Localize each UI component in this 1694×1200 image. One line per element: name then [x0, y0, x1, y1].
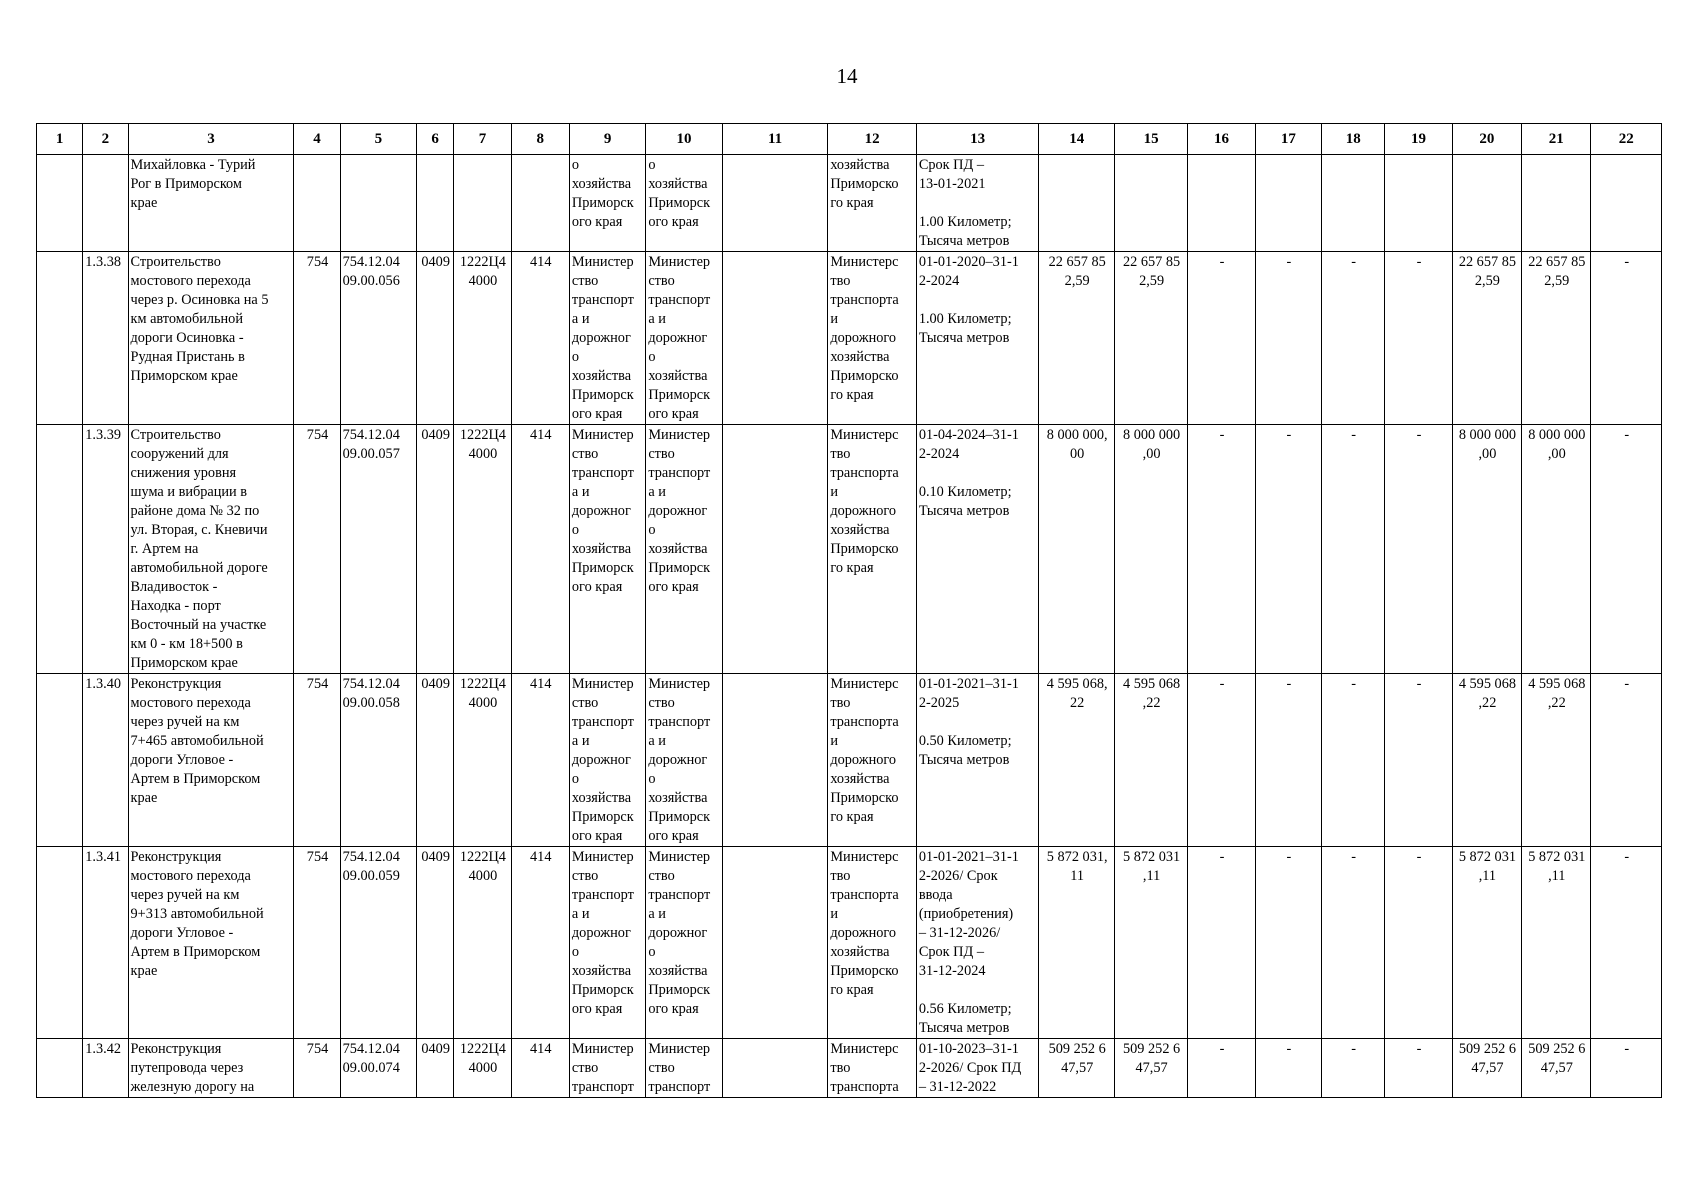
- table-cell: -: [1322, 674, 1385, 847]
- table-cell: 1222Ц4 4000: [454, 847, 511, 1039]
- col-header-11: 11: [722, 124, 828, 155]
- table-cell: Министерс тво транспорта: [828, 1039, 916, 1098]
- table-cell: Реконструкция путепровода через железную дорогу на: [128, 1039, 294, 1098]
- table-cell: -: [1591, 674, 1662, 847]
- table-cell: 4 595 068, 22: [1039, 674, 1114, 847]
- table-cell: 509 252 6 47,57: [1452, 1039, 1521, 1098]
- table-cell: о хозяйства Приморск ого края: [569, 155, 645, 252]
- table-cell: [37, 155, 83, 252]
- table-cell: [1452, 155, 1521, 252]
- table-cell: 414: [511, 1039, 569, 1098]
- table-cell: [1188, 155, 1255, 252]
- table-cell: -: [1188, 425, 1255, 674]
- table-cell: 01-01-2020–31-1 2-2024 1.00 Километр; Тысяча метров: [916, 252, 1039, 425]
- header-row: [37, 124, 1662, 155]
- table-cell: Министерс тво транспорта и дорожного хозяйства Приморско го края: [828, 252, 916, 425]
- table-cell: Михайловка - Турий Рог в Приморском крае: [128, 155, 294, 252]
- table-cell: 0409: [417, 847, 454, 1039]
- table-cell: [37, 425, 83, 674]
- col-header-14: 14: [1039, 124, 1114, 155]
- table-cell: Строительство мостового перехода через р. Осиновка на 5 км автомобильной дороги Осиновка - Рудная Пристань в Приморском крае: [128, 252, 294, 425]
- table-row: [37, 674, 1662, 847]
- table-cell: [37, 674, 83, 847]
- table-cell: 01-10-2023–31-1 2-2026/ Срок ПД – 31-12-2022: [916, 1039, 1039, 1098]
- table-cell: 5 872 031 ,11: [1452, 847, 1521, 1039]
- table-cell: 1222Ц4 4000: [454, 252, 511, 425]
- table-cell: [1385, 155, 1452, 252]
- table-cell: 0409: [417, 425, 454, 674]
- table-cell: 754.12.04 09.00.058: [340, 674, 416, 847]
- col-header-9: 9: [569, 124, 645, 155]
- table-cell: Реконструкция мостового перехода через ручей на км 9+313 автомобильной дороги Угловое - Артем в Приморском крае: [128, 847, 294, 1039]
- table-cell: Министерс тво транспорта и дорожного хозяйства Приморско го края: [828, 847, 916, 1039]
- table-cell: 01-01-2021–31-1 2-2025 0.50 Километр; Тысяча метров: [916, 674, 1039, 847]
- col-header-7: 7: [454, 124, 511, 155]
- table-cell: Министерс тво транспорта и дорожного хозяйства Приморско го края: [828, 425, 916, 674]
- table-cell: 509 252 6 47,57: [1114, 1039, 1187, 1098]
- table-cell: 754: [294, 674, 340, 847]
- table-cell: 1.3.38: [83, 252, 128, 425]
- col-header-2: 2: [83, 124, 128, 155]
- table-cell: -: [1385, 425, 1452, 674]
- table-cell: -: [1591, 847, 1662, 1039]
- table-cell: Министер ство транспорт а и дорожног о хозяйства Приморск ого края: [569, 252, 645, 425]
- table-cell: [722, 155, 828, 252]
- table-cell: 5 872 031 ,11: [1522, 847, 1591, 1039]
- col-header-6: 6: [417, 124, 454, 155]
- table-row: [37, 155, 1662, 252]
- col-header-3: 3: [128, 124, 294, 155]
- col-header-4: 4: [294, 124, 340, 155]
- table-row: [37, 252, 1662, 425]
- table-cell: 22 657 85 2,59: [1522, 252, 1591, 425]
- table-cell: 414: [511, 674, 569, 847]
- table-cell: 1222Ц4 4000: [454, 425, 511, 674]
- table-cell: [83, 155, 128, 252]
- table-cell: [294, 155, 340, 252]
- table-cell: [722, 674, 828, 847]
- col-header-19: 19: [1385, 124, 1452, 155]
- table-cell: 754: [294, 425, 340, 674]
- table-cell: -: [1255, 252, 1321, 425]
- table-cell: Министер ство транспорт а и дорожног о хозяйства Приморск ого края: [569, 847, 645, 1039]
- table-cell: 1.3.39: [83, 425, 128, 674]
- table-cell: 0409: [417, 1039, 454, 1098]
- table-cell: -: [1591, 252, 1662, 425]
- table-cell: -: [1385, 674, 1452, 847]
- table-cell: [1322, 155, 1385, 252]
- table-cell: -: [1188, 847, 1255, 1039]
- table-cell: 8 000 000 ,00: [1114, 425, 1187, 674]
- table-cell: 754: [294, 847, 340, 1039]
- table-cell: 01-01-2021–31-1 2-2026/ Срок ввода (приобретения) – 31-12-2026/ Срок ПД – 31-12-2024 0.56 Километр; Тысяча метров: [916, 847, 1039, 1039]
- table-cell: [1255, 155, 1321, 252]
- col-header-5: 5: [340, 124, 416, 155]
- table-cell: 1.3.41: [83, 847, 128, 1039]
- table-cell: Министер ство транспорт: [569, 1039, 645, 1098]
- table-row: [37, 425, 1662, 674]
- table-cell: 8 000 000 ,00: [1522, 425, 1591, 674]
- table-cell: 414: [511, 252, 569, 425]
- table-cell: 414: [511, 425, 569, 674]
- table-cell: -: [1188, 252, 1255, 425]
- table-cell: [37, 252, 83, 425]
- table-cell: Строительство сооружений для снижения уровня шума и вибрации в районе дома № 32 по ул. Вторая, с. Кневичи г. Артем на автомобильной дороге Владивосток - Находка - порт Восточный на участке км 0 - км 18+500 в Приморском крае: [128, 425, 294, 674]
- table-cell: [722, 425, 828, 674]
- table-cell: Срок ПД – 13-01-2021 1.00 Километр; Тысяча метров: [916, 155, 1039, 252]
- table-cell: 1222Ц4 4000: [454, 1039, 511, 1098]
- table-cell: 1222Ц4 4000: [454, 674, 511, 847]
- col-header-22: 22: [1591, 124, 1662, 155]
- table-cell: 8 000 000 ,00: [1452, 425, 1521, 674]
- table-cell: 754.12.04 09.00.056: [340, 252, 416, 425]
- table-cell: [511, 155, 569, 252]
- table-cell: [454, 155, 511, 252]
- table-cell: 754: [294, 252, 340, 425]
- table-cell: 5 872 031, 11: [1039, 847, 1114, 1039]
- table-cell: -: [1188, 674, 1255, 847]
- table-cell: [1114, 155, 1187, 252]
- table-cell: Министерс тво транспорта и дорожного хозяйства Приморско го края: [828, 674, 916, 847]
- table-cell: 22 657 85 2,59: [1452, 252, 1521, 425]
- table-cell: Министер ство транспорт а и дорожног о хозяйства Приморск ого края: [569, 674, 645, 847]
- table-cell: 754.12.04 09.00.059: [340, 847, 416, 1039]
- col-header-8: 8: [511, 124, 569, 155]
- table-cell: 01-04-2024–31-1 2-2024 0.10 Километр; Тысяча метров: [916, 425, 1039, 674]
- table-cell: о хозяйства Приморск ого края: [646, 155, 722, 252]
- table-cell: [37, 1039, 83, 1098]
- table-cell: [1591, 155, 1662, 252]
- table-cell: Министер ство транспорт а и дорожног о хозяйства Приморск ого края: [646, 847, 722, 1039]
- table-cell: 1.3.40: [83, 674, 128, 847]
- table-cell: 4 595 068 ,22: [1114, 674, 1187, 847]
- table-cell: Министер ство транспорт: [646, 1039, 722, 1098]
- table-cell: 1.3.42: [83, 1039, 128, 1098]
- table-cell: Реконструкция мостового перехода через ручей на км 7+465 автомобильной дороги Угловое - Артем в Приморском крае: [128, 674, 294, 847]
- col-header-12: 12: [828, 124, 916, 155]
- col-header-15: 15: [1114, 124, 1187, 155]
- page-number: 14: [836, 64, 858, 88]
- table-cell: 754: [294, 1039, 340, 1098]
- table-cell: 8 000 000, 00: [1039, 425, 1114, 674]
- table-cell: [340, 155, 416, 252]
- col-header-17: 17: [1255, 124, 1321, 155]
- table-cell: -: [1255, 674, 1321, 847]
- col-header-18: 18: [1322, 124, 1385, 155]
- col-header-10: 10: [646, 124, 722, 155]
- table-cell: -: [1322, 425, 1385, 674]
- table-cell: 22 657 85 2,59: [1039, 252, 1114, 425]
- table-cell: Министер ство транспорт а и дорожног о хозяйства Приморск ого края: [646, 252, 722, 425]
- table-cell: -: [1255, 425, 1321, 674]
- table-cell: [722, 1039, 828, 1098]
- table-cell: 414: [511, 847, 569, 1039]
- table-cell: Министер ство транспорт а и дорожног о хозяйства Приморск ого края: [646, 425, 722, 674]
- table-cell: Министер ство транспорт а и дорожног о хозяйства Приморск ого края: [646, 674, 722, 847]
- col-header-13: 13: [916, 124, 1039, 155]
- table-cell: -: [1591, 425, 1662, 674]
- table-cell: 4 595 068 ,22: [1452, 674, 1521, 847]
- table-cell: 754.12.04 09.00.057: [340, 425, 416, 674]
- table-cell: 4 595 068 ,22: [1522, 674, 1591, 847]
- table-cell: [417, 155, 454, 252]
- table-cell: 509 252 6 47,57: [1522, 1039, 1591, 1098]
- table-cell: [722, 252, 828, 425]
- col-header-21: 21: [1522, 124, 1591, 155]
- table-cell: 754.12.04 09.00.074: [340, 1039, 416, 1098]
- table-cell: -: [1385, 847, 1452, 1039]
- table-cell: 509 252 6 47,57: [1039, 1039, 1114, 1098]
- table-cell: -: [1385, 252, 1452, 425]
- table-cell: [1522, 155, 1591, 252]
- table-cell: 5 872 031 ,11: [1114, 847, 1187, 1039]
- table-cell: [37, 847, 83, 1039]
- table-cell: -: [1255, 847, 1321, 1039]
- table-cell: 22 657 85 2,59: [1114, 252, 1187, 425]
- table-cell: 0409: [417, 674, 454, 847]
- table-cell: [722, 847, 828, 1039]
- table-cell: -: [1322, 847, 1385, 1039]
- table-cell: Министер ство транспорт а и дорожног о хозяйства Приморск ого края: [569, 425, 645, 674]
- table-cell: -: [1591, 1039, 1662, 1098]
- table-cell: -: [1385, 1039, 1452, 1098]
- table-cell: -: [1188, 1039, 1255, 1098]
- table-cell: -: [1322, 252, 1385, 425]
- table-cell: -: [1255, 1039, 1321, 1098]
- budget-table: [36, 123, 1662, 1098]
- col-header-16: 16: [1188, 124, 1255, 155]
- table-cell: [1039, 155, 1114, 252]
- table-cell: 0409: [417, 252, 454, 425]
- table-cell: хозяйства Приморско го края: [828, 155, 916, 252]
- col-header-20: 20: [1452, 124, 1521, 155]
- col-header-1: 1: [37, 124, 83, 155]
- table-row: [37, 847, 1662, 1039]
- table-cell: -: [1322, 1039, 1385, 1098]
- table-row: [37, 1039, 1662, 1098]
